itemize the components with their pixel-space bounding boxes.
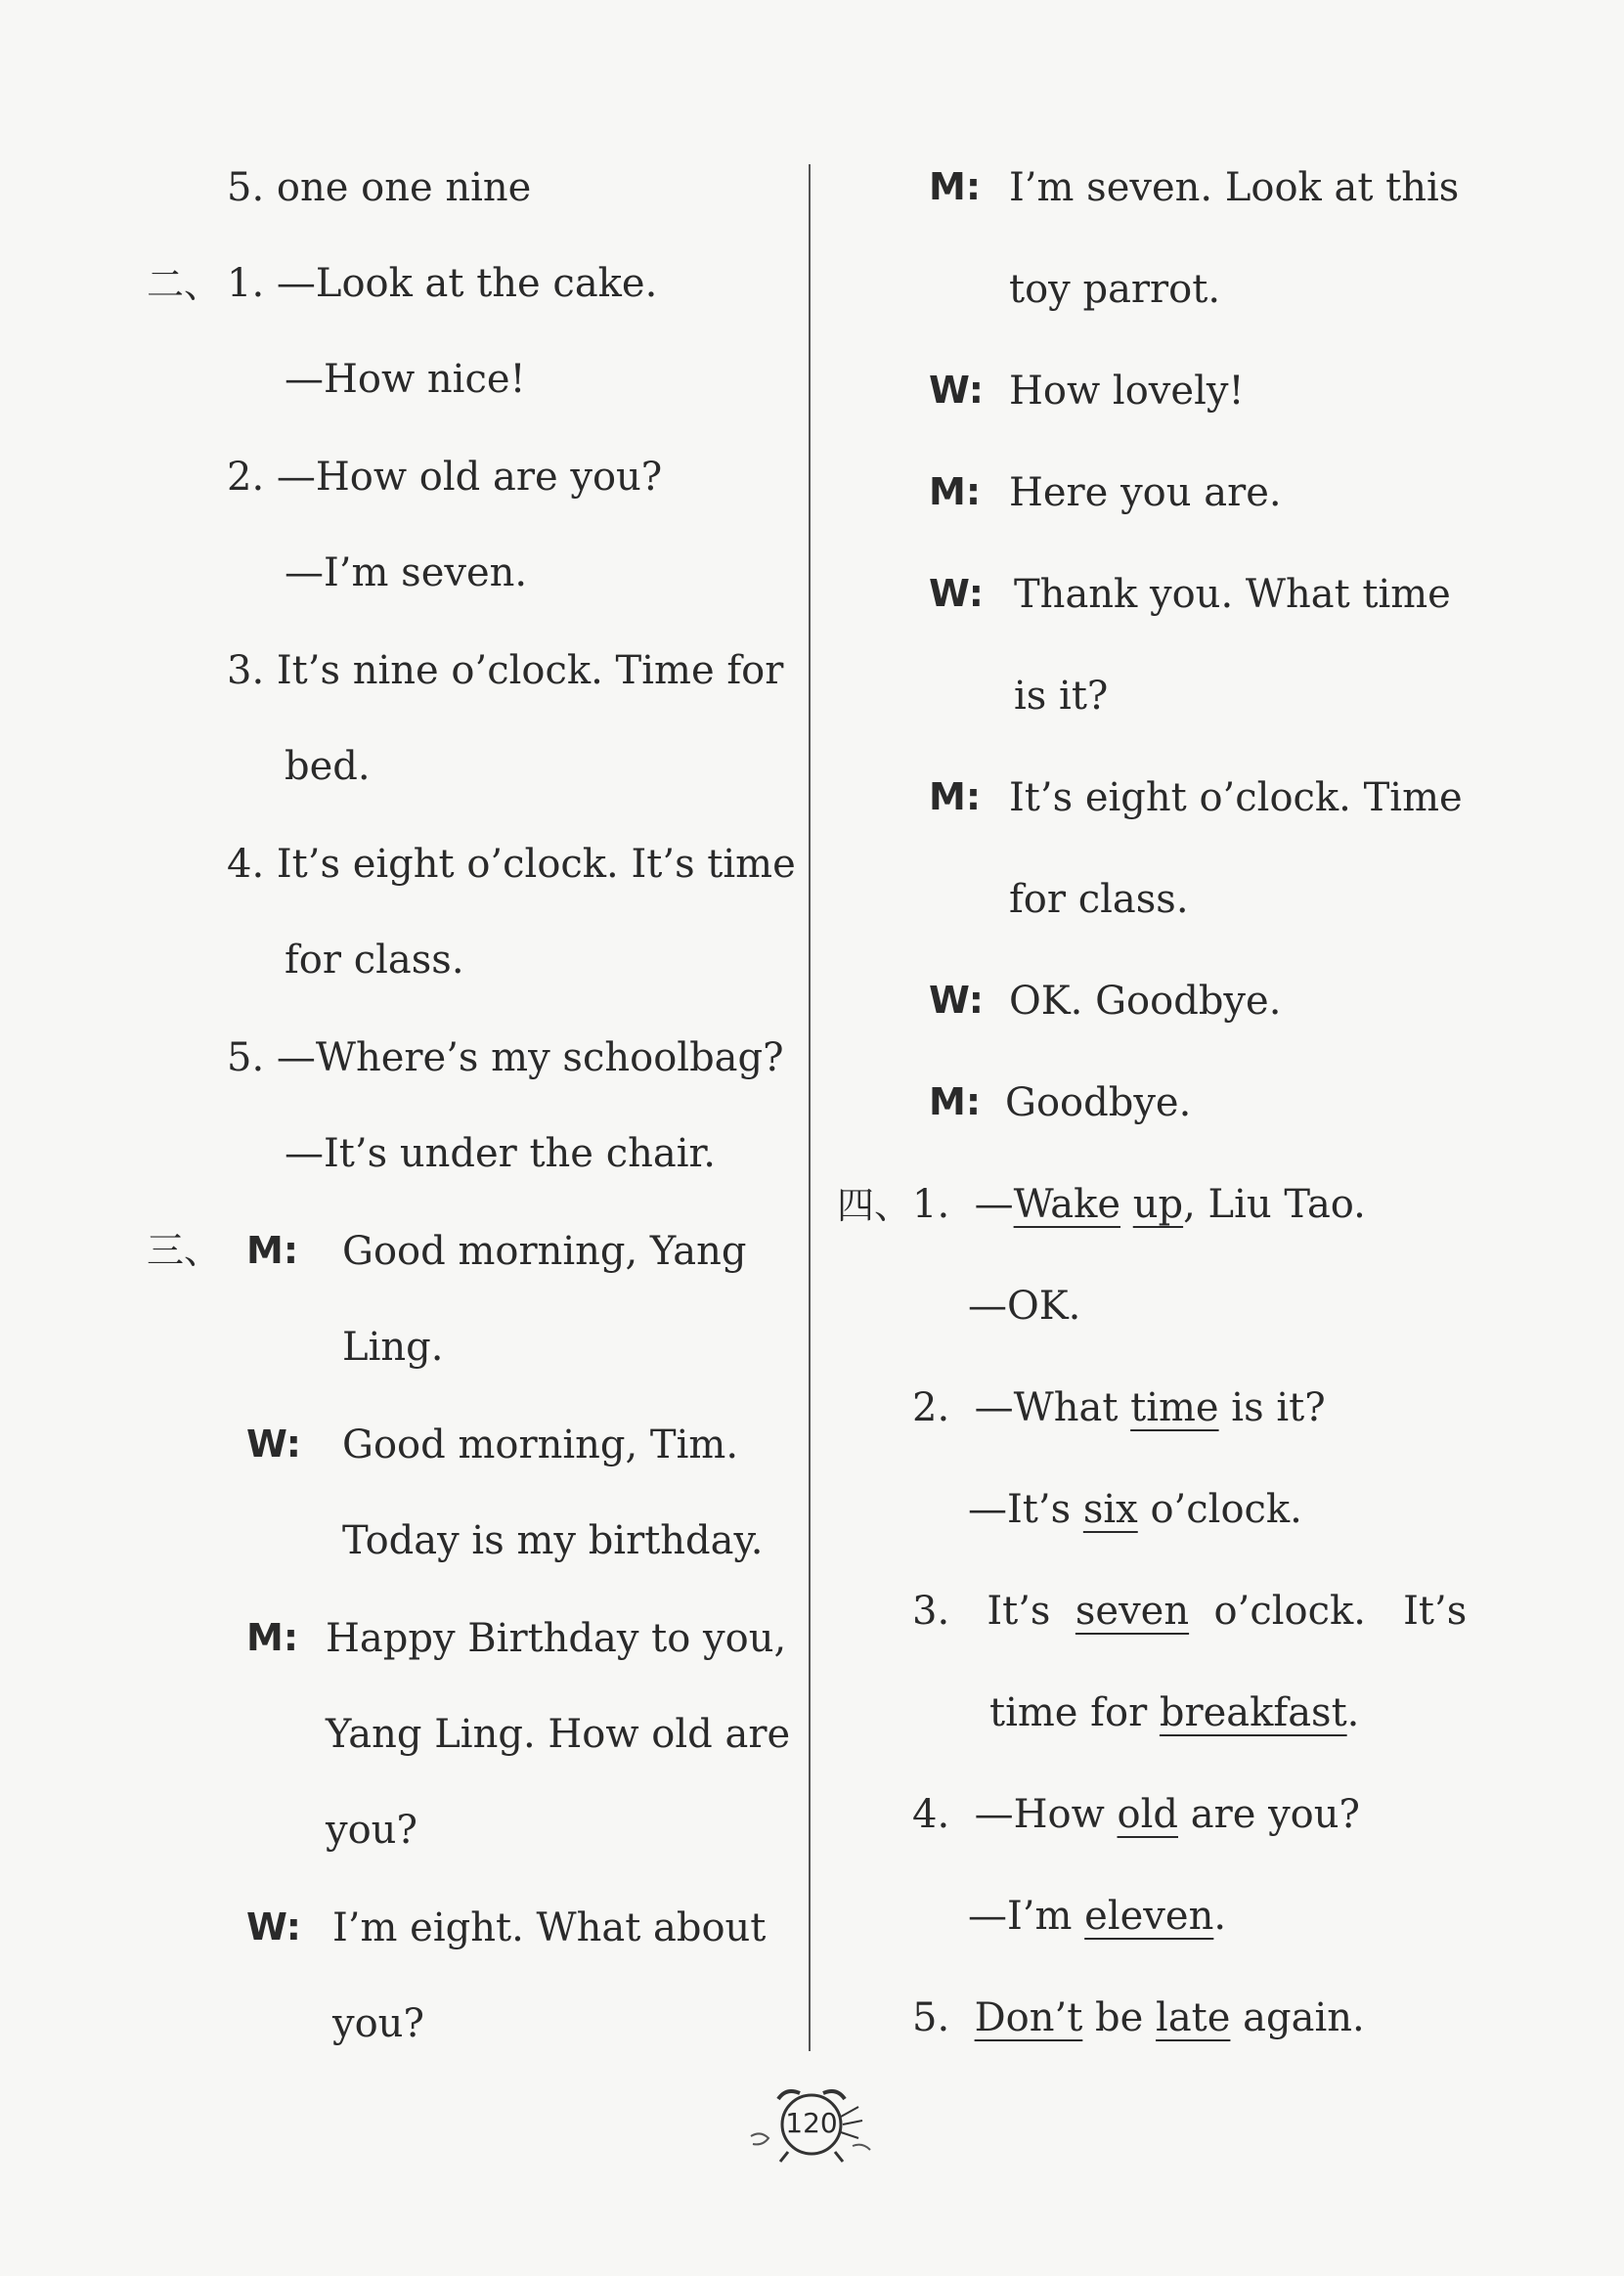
dialogue-line: I’m seven. Look at this [1009,165,1460,210]
dialogue-line: is it? [1014,674,1109,719]
column-divider [809,164,811,2051]
answer-word: Wake [1013,1182,1121,1227]
speaker-label: M: [929,775,982,818]
dialogue-line: How lovely! [1009,369,1245,414]
s1-item5: 5. one one nine [227,165,532,210]
s2-item3-line2: bed. [285,744,371,789]
section-4-marker: 四、 [837,1184,912,1227]
s4-item4-line1: 4. —How old are you? [912,1792,1360,1837]
s4-item2-line2: —It’s six o’clock. [968,1487,1302,1532]
dialogue-line: Good morning, Tim. [342,1422,739,1467]
s4-item1-line2: —OK. [968,1284,1081,1329]
answer-word: breakfast [1159,1690,1347,1735]
speaker-label: M: [929,165,982,208]
speaker-label: W: [246,1905,301,1948]
speaker-label: M: [929,470,982,513]
page-number-badge [743,2078,880,2166]
s4-item3-line1: 3. It’s seven o’clock. It’s [912,1589,1468,1634]
dialogue-line: I’m eight. What about [332,1905,767,1950]
s4-item3-line2: time for breakfast. [989,1690,1360,1735]
dialogue-line: Yang Ling. How old are [326,1712,791,1757]
s2-item4-line1: 4. It’s eight o’clock. It’s time [227,842,796,887]
speaker-label: W: [246,1422,301,1466]
s2-item1-line2: —How nice! [285,357,526,402]
speaker-label: W: [929,369,984,412]
dialogue-line: for class. [1009,877,1189,922]
dialogue-line: toy parrot. [1009,267,1221,312]
speaker-label: M: [246,1229,299,1272]
s4-item2-line1: 2. —What time is it? [912,1385,1326,1430]
dialogue-line: Goodbye. [1005,1080,1192,1125]
answer-word: seven [1075,1589,1190,1634]
answer-word: Don’t [974,1995,1083,2040]
dialogue-line: Good morning, Yang [342,1229,747,1274]
dialogue-line: Happy Birthday to you, [326,1616,787,1661]
s2-item3-line1: 3. It’s nine o’clock. Time for [227,648,784,693]
s2-item5-line1: 5. —Where’s my schoolbag? [227,1035,784,1080]
page-number: 120 [785,2107,838,2139]
s2-item1-line1: 1. —Look at the cake. [227,261,658,306]
dialogue-line: It’s eight o’clock. Time [1009,775,1463,820]
s4-item1-line1: 1. —Wake up, Liu Tao. [912,1182,1366,1227]
dialogue-line: Ling. [342,1325,444,1370]
s2-item2-line2: —I’m seven. [285,550,528,595]
speaker-label: W: [929,979,984,1022]
answer-word: late [1156,1995,1231,2040]
answer-word: old [1117,1792,1179,1837]
dialogue-line: you? [326,1808,417,1853]
section-2-marker: 二、 [147,263,222,306]
speaker-label: M: [246,1616,299,1659]
answer-word: up [1132,1182,1184,1227]
speaker-label: M: [929,1080,982,1123]
s2-item2-line1: 2. —How old are you? [227,455,663,500]
s4-item5: 5. Don’t be late again. [912,1995,1365,2040]
s4-item4-line2: —I’m eleven. [968,1894,1227,1939]
dialogue-line: Thank you. What time [1014,572,1451,617]
s2-item5-line2: —It’s under the chair. [285,1131,716,1176]
speaker-label: W: [929,572,984,615]
section-3-marker: 三、 [147,1229,222,1272]
dialogue-line: you? [332,2001,424,2046]
dialogue-line: Today is my birthday. [342,1518,764,1563]
answer-word: eleven [1084,1894,1214,1939]
dialogue-line: OK. Goodbye. [1009,979,1282,1024]
answer-word: six [1082,1487,1138,1532]
s2-item4-line2: for class. [285,938,464,983]
answer-word: time [1130,1385,1219,1430]
dialogue-line: Here you are. [1009,470,1282,515]
